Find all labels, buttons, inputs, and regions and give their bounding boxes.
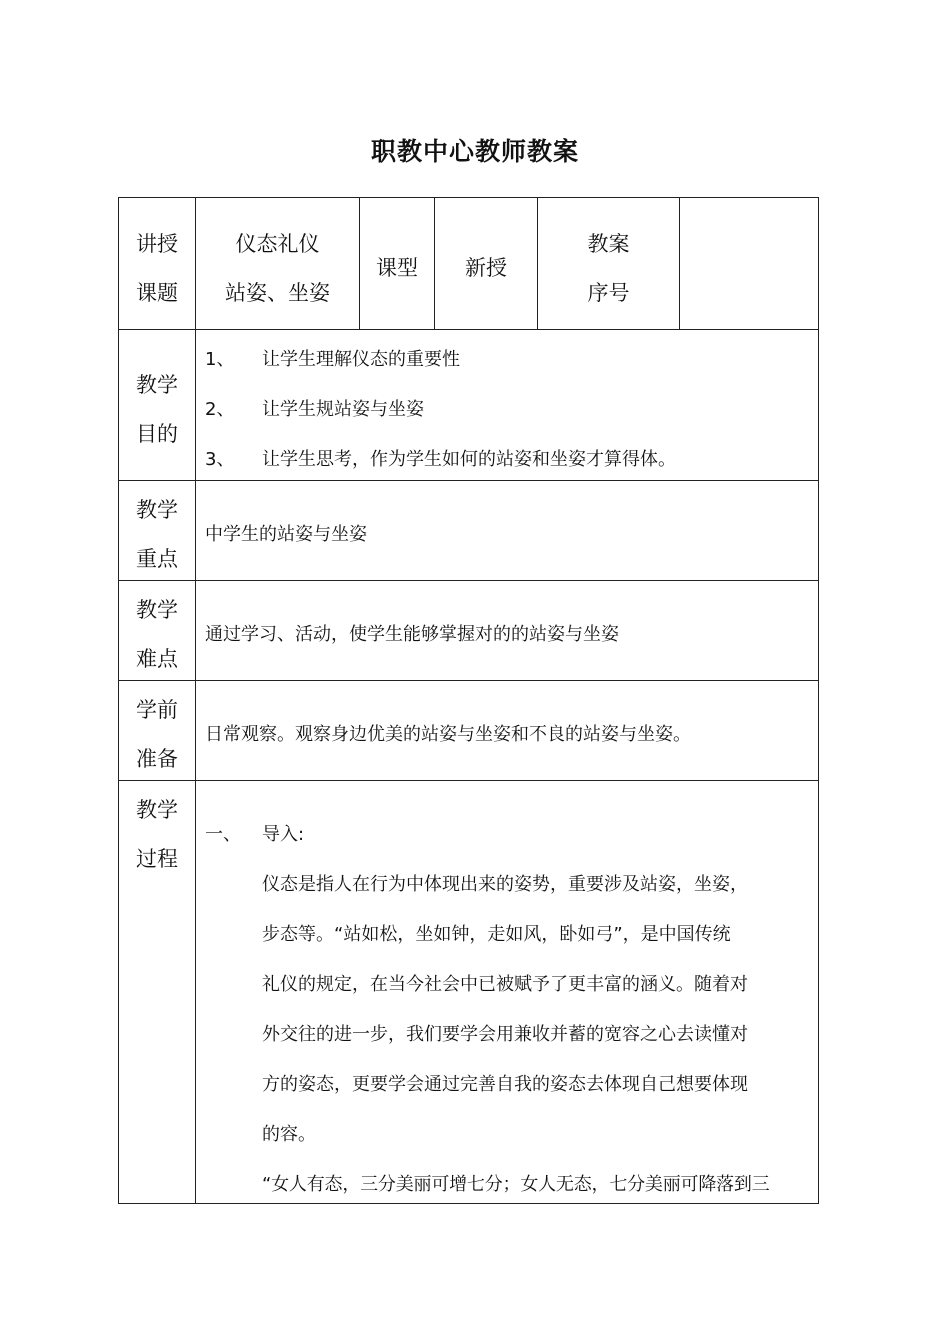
process-paragraph-line: 步态等。“站如松，坐如钟，走如风，卧如弓”，是中国传统	[262, 924, 731, 945]
process-paragraph-line: 仪态是指人在行为中体现出来的姿势，重要涉及站姿，坐姿，	[262, 874, 748, 895]
row-divider	[118, 329, 819, 330]
objective-num: 1、	[205, 349, 235, 370]
process-paragraph-line: “女人有态，三分美丽可增七分；女人无态，七分美丽可降落到三	[262, 1174, 770, 1195]
topic-value-line2: 站姿、坐姿	[225, 281, 330, 305]
process-paragraph-line: 方的姿态，更要学会通过完善自我的姿态去体现自己想要体现	[262, 1074, 748, 1095]
label-column-divider	[195, 197, 196, 1204]
process-label-line1: 教学	[136, 798, 178, 822]
table-border-top	[118, 197, 819, 198]
process-paragraph-line: 的容。	[262, 1124, 316, 1145]
key-points-label-line1: 教学	[136, 498, 178, 522]
process-label-line2: 过程	[136, 847, 178, 871]
page-title: 职教中心教师教案	[370, 137, 579, 166]
objectives-label-line1: 教学	[136, 373, 178, 397]
row-divider	[118, 580, 819, 581]
topic-label-line2: 课题	[136, 281, 178, 305]
table-border-bottom	[118, 1203, 819, 1204]
row-divider	[118, 780, 819, 781]
process-paragraph-line: 外交往的进一步，我们要学会用兼收并蓄的宽容之心去读懂对	[262, 1024, 748, 1045]
objectives-label-line2: 目的	[136, 422, 178, 446]
table-border-right	[818, 197, 819, 1204]
key-points-text: 中学生的站姿与坐姿	[205, 524, 367, 545]
preparation-text: 日常观察。观察身边优美的站姿与坐姿和不良的站姿与坐姿。	[205, 724, 691, 745]
course-type-value: 新授	[465, 256, 507, 280]
objective-num: 2、	[205, 399, 235, 420]
preparation-label-line1: 学前	[136, 698, 178, 722]
process-paragraph-line: 礼仪的规定，在当今社会中已被赋予了更丰富的涵义。随着对	[262, 974, 748, 995]
objective-text: 让学生理解仪态的重要性	[262, 349, 460, 370]
process-section-title: 导入:	[262, 824, 305, 845]
process-section-number: 一、	[205, 824, 241, 845]
header-divider	[679, 197, 680, 330]
difficulties-label-line2: 难点	[136, 647, 178, 671]
course-type-label: 课型	[376, 256, 418, 280]
objective-num: 3、	[205, 449, 235, 470]
objective-text: 让学生思考，作为学生如何的站姿和坐姿才算得体。	[262, 449, 676, 470]
topic-value-line1: 仪态礼仪	[235, 232, 320, 256]
header-divider	[537, 197, 538, 330]
sequence-label-line1: 教案	[587, 232, 630, 256]
row-divider	[118, 680, 819, 681]
objective-text: 让学生规站姿与坐姿	[262, 399, 424, 420]
topic-label-line1: 讲授	[136, 232, 178, 256]
preparation-label-line2: 准备	[136, 747, 178, 771]
difficulties-text: 通过学习、活动，使学生能够掌握对的的站姿与坐姿	[205, 624, 619, 645]
difficulties-label-line1: 教学	[136, 598, 178, 622]
sequence-label-line2: 序号	[587, 281, 630, 305]
key-points-label-line2: 重点	[136, 547, 178, 571]
row-divider	[118, 480, 819, 481]
